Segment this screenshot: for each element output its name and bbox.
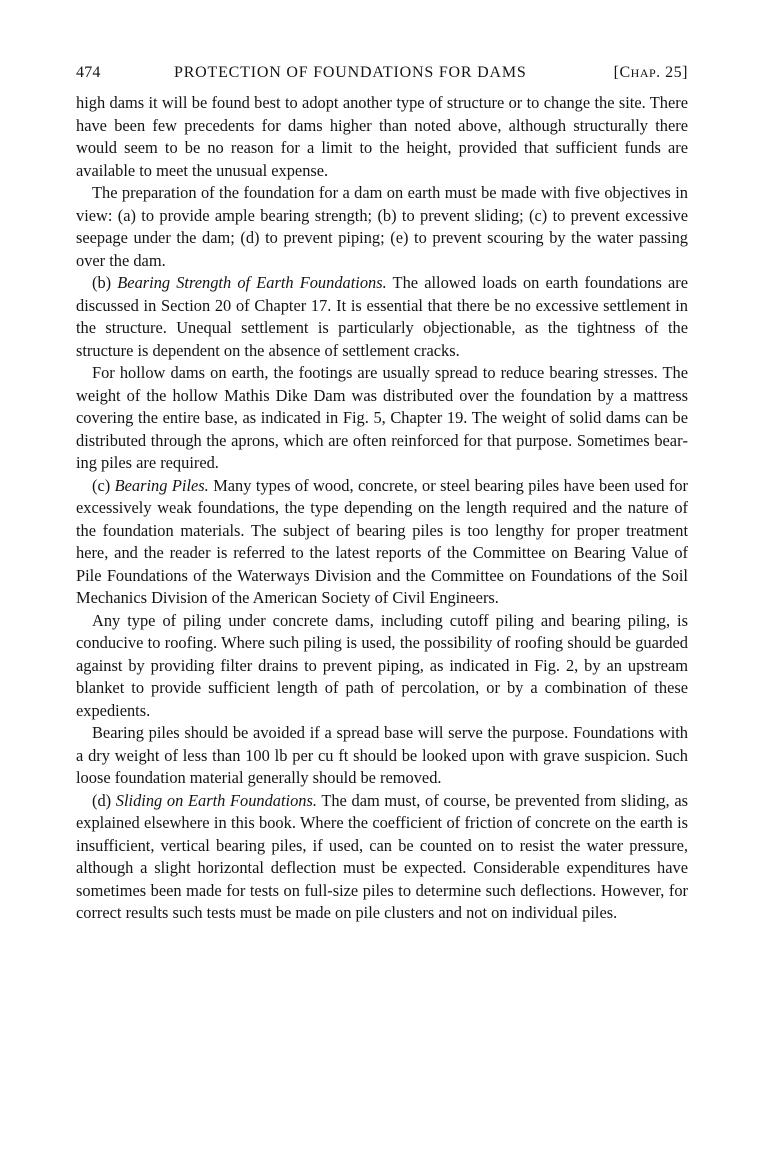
chapter-reference-close: . 25]: [656, 64, 688, 81]
page-header: [76, 64, 688, 88]
paragraph-text: The allowed loads on earth foundations are discussed in Section 20 of Chapter 17. It is essential that there be no excessive settlement in the structure. Unequal settlement is particularly objectionable, as the tightness of the structure is dependent on the absence of settlement cracks.: [76, 273, 689, 360]
paragraph-hollow-dams: [76, 362, 688, 475]
body-text: [76, 92, 688, 925]
paragraph-text: Any type of piling under concrete dams, including cutoff piling and bearing piling, is conducive to roofing. Where such piling is used, the possibility of roofing should be guarded against by providing filter drains to prevent piping, as indicated in Fig. 2, by an upstream blanket to provide sufficient length of path of percolation, or by a combination of these expedients.: [76, 610, 688, 720]
paragraph-bearing-strength: [76, 272, 688, 362]
paragraph-lead: (d): [92, 790, 116, 810]
paragraph-heading: Sliding on Earth Foundations.: [115, 790, 317, 810]
paragraph-objectives: [76, 182, 688, 272]
paragraph-text: For hollow dams on earth, the footings are usually spread to reduce bearing stresses. The weight of the hollow Mathis Dike Dam was distributed over the foundation by a mattress covering the entire base, as indicated in Fig. 5, Chapter 19. The weight of solid dams can be distributed through the aprons, which are often reinforced for that purpose. Sometimes bearing piles are required.: [76, 363, 688, 472]
paragraph-text: The preparation of the foundation for a dam on earth must be made with five objectives in view: (a) to provide ample bearing strength; (b) to prevent sliding; (c) to prevent excessive seepage under the dam; (d) to prevent piping; (e) to prevent scouring by the water passing over the dam.: [76, 183, 688, 270]
paragraph-heading: Bearing Piles.: [114, 475, 209, 495]
paragraph-bearing-piles: [76, 475, 688, 610]
paragraph-sliding: [76, 790, 688, 925]
paragraph-lead: (c): [92, 475, 115, 495]
paragraph-text: Bearing piles should be avoided if a spread base will serve the purpose. Foundations with a dry weight of less than 100 lb per cu ft should be looked upon with grave suspicion. Such loose foundation material generally should be removed.: [76, 723, 688, 787]
paragraph-continued: [76, 92, 688, 182]
chapter-reference-open: [C: [613, 64, 631, 81]
chapter-reference: [614, 64, 688, 82]
paragraph-lead: (b): [92, 273, 118, 292]
paragraph-piling-roofing: [76, 610, 688, 723]
page-number: 474: [76, 64, 101, 81]
paragraph-text: high dams it will be found best to adopt another type of structure or to change the site. There have been few precedents for dams higher than noted above, although structurally there would seem to be no reason for a limit to the height, provided that sufficient funds are available to meet the unusual expense.: [76, 93, 688, 180]
chapter-reference-smallcaps: HAP: [630, 66, 657, 80]
paragraph-text: Many types of wood, concrete, or steel bearing piles have been used for excessively weak foundations, the type depending on the length required and the nature of the foundation materials. The subject of bearing piles is too lengthy for proper treatment here, and the reader is referred to the latest reports of the Committee on Bearing Value of Pile Foundations of the Waterways Division and the Committee on Foundations of the Soil Mechanics Division of the American Society of Civil Engineers.: [76, 475, 688, 607]
paragraph-heading: Bearing Strength of Earth Foundations.: [117, 273, 387, 292]
running-title: PROTECTION OF FOUNDATIONS FOR DAMS: [174, 64, 527, 81]
document-page: [76, 64, 688, 925]
paragraph-text: The dam must, of course, be prevented from sliding, as explained elsewhere in this book. Where the coefficient of friction of concrete on the earth is insufficient, vertical bearing piles, if used, can be counted on to resist the water pressure, although a slight horizontal deflection must be expected. Considerable expenditures have sometimes been made for tests on full-size piles to determine such deflections. However, for correct results such tests must be made on pile clusters and not on individual piles.: [76, 790, 688, 922]
paragraph-spread-base: [76, 722, 688, 790]
